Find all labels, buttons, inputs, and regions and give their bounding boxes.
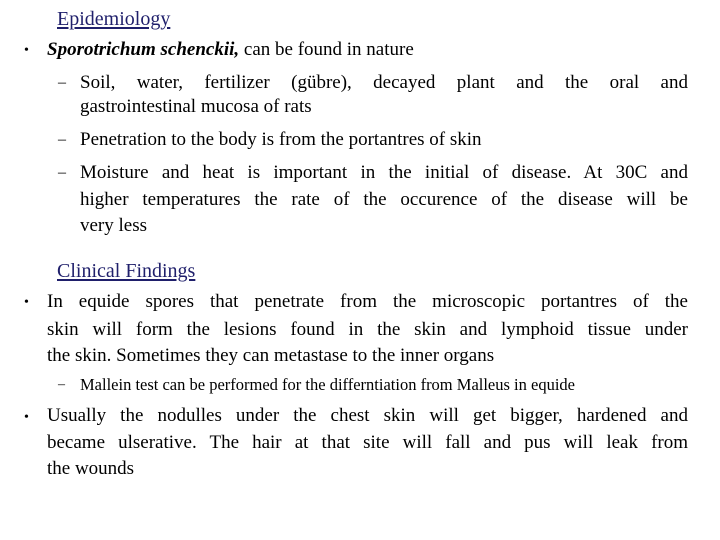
clinical-bullet-1-line2: skin will form the lesions found in the skin and lymphoid tissue under: [47, 319, 688, 340]
bullet-icon: •: [24, 295, 29, 310]
bullet-icon: •: [24, 43, 29, 58]
dash-icon: –: [58, 377, 65, 392]
sub-item-moisture-line1: Moisture and heat is important in the initial of disease. At 30C and: [80, 162, 688, 183]
sporotrichum-bullet: [47, 40, 414, 59]
clinical-bullet-2-line2: became ulserative. The hair at that site will fall and pus will leak from: [47, 432, 688, 453]
mallein-sub-item: Mallein test can be performed for the differntiation from Malleus in equide: [80, 375, 575, 394]
sub-item-soil-line2: gastrointestinal mucosa of rats: [80, 96, 312, 117]
bullet-text: can be found in nature: [239, 39, 414, 60]
sub-item-moisture-line2: higher temperatures the rate of the occurence of the disease will be: [80, 189, 688, 210]
sub-item-moisture-line3: very less: [80, 215, 148, 236]
clinical-findings-heading: Clinical Findings: [57, 260, 196, 282]
sub-item-penetration: Penetration to the body is from the portantres of skin: [80, 129, 482, 150]
dash-icon: –: [58, 164, 66, 181]
dash-icon: –: [58, 131, 66, 148]
clinical-bullet-2-line1: Usually the nodulles under the chest skin will get bigger, hardened and: [47, 405, 688, 426]
organism-name: Sporotrichum schenckii,: [47, 39, 240, 60]
clinical-bullet-1-line3: the skin. Sometimes they can metastase to the inner organs: [47, 345, 495, 366]
clinical-bullet-1-line1: In equide spores that penetrate from the microscopic portantres of the: [47, 291, 688, 312]
epidemiology-heading: Epidemiology: [57, 8, 171, 30]
sub-item-soil-line1: Soil, water, fertilizer (gübre), decayed plant and the oral and: [80, 72, 688, 93]
bullet-icon: •: [24, 410, 29, 425]
clinical-bullet-2-line3: the wounds: [47, 458, 135, 479]
dash-icon: –: [58, 74, 66, 91]
